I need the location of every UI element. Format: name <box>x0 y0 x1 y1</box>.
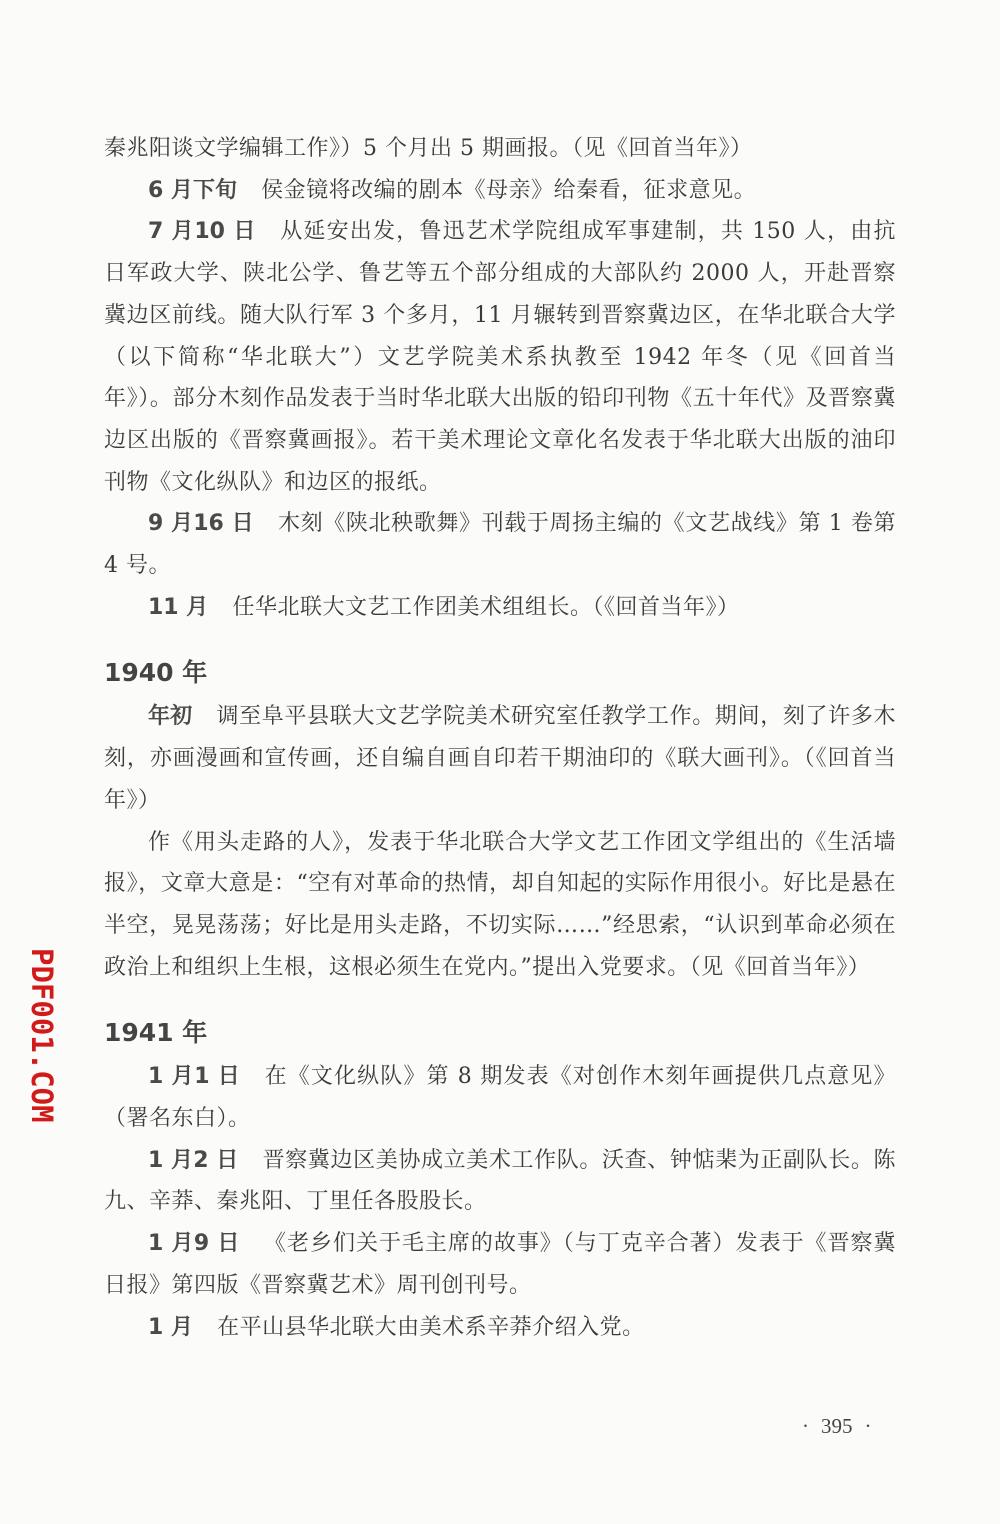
entry-text: 作《用头走路的人》，发表于华北联合大学文艺工作团文学组出的《生活墙报》，文章大意是：“空有对革命的热情，却自知起的实际作用很小。好比是悬在半空，晃晃荡荡；好比是用头走路，不切实际……”经思索，“认识到革命必须在政治上和组织上生根，这根必须生在党内。”提出入党要求。（见《回首当年》） <box>104 829 896 980</box>
entry-date: 6 月下旬 <box>148 177 237 203</box>
entry-text: 晋察冀边区美协成立美术工作队。沃查、钟惦棐为正副队长。陈九、辛莽、秦兆阳、丁里任各股股长。 <box>104 1147 896 1215</box>
entry-text: 侯金镜将改编的剧本《母亲》给秦看，征求意见。 <box>261 177 757 203</box>
entries-1941 <box>104 1056 896 1348</box>
entry-jan-9 <box>104 1223 896 1306</box>
entry-text: 在平山县华北联大由美术系辛莽介绍入党。 <box>217 1314 645 1340</box>
entry-date: 9 月16 日 <box>148 511 254 537</box>
entry-text: 木刻《陕北秧歌舞》刊载于周扬主编的《文艺战线》第 1 卷第 4 号。 <box>104 511 896 579</box>
entry-text: 调至阜平县联大文艺学院美术研究室任教学工作。期间，刻了许多木刻，亦画漫画和宣传画，还自编自画自印若干期油印的《联大画刊》。（《回首当年》） <box>104 704 896 813</box>
entry-date: 1 月 <box>148 1314 193 1340</box>
entry-text: 《老乡们关于毛主席的故事》（与丁克辛合著）发表于《晋察冀日报》第四版《晋察冀艺术》周刊创刊号。 <box>104 1231 896 1298</box>
entry-article <box>104 822 896 989</box>
watermark-logo <box>10 948 59 1148</box>
entry-early-year <box>104 696 896 821</box>
entry-text: 在《文化纵队》第 8 期发表《对创作木刻年画提供几点意见》（署名东白）。 <box>104 1064 896 1132</box>
entry-date: 1 月1 日 <box>148 1064 241 1090</box>
entry-date: 7 月10 日 <box>148 219 257 245</box>
entry-nov <box>104 587 896 629</box>
entry-jan <box>104 1307 896 1349</box>
entry-text: 从延安出发，鲁迅艺术学院组成军事建制，共 150 人，由抗日军政大学、陕北公学、鲁艺等五个部分组成的大部队约 2000 人，开赴晋察冀边区前线。随大队行军 3 个多月，11 月辗转到晋察冀边区，在华北联合大学（以下简称“华北联大”）文艺学院美术系执教至 1942 年冬（见《回首当年》）。部分木刻作品发表于当时华北联大出版的铅印刊物《五十年代》及晋察冀边区出版的《晋察冀画报》。若干美术理论文章化名发表于华北联大出版的油印刊物《文化纵队》和边区的报纸。 <box>104 219 896 495</box>
entry-june-late <box>104 170 896 212</box>
entry-jan-1 <box>104 1056 896 1139</box>
page-number-dot-right: · <box>864 1414 872 1438</box>
entry-july-10 <box>104 211 896 503</box>
svg-text:PDF001.COM: PDF001.COM <box>25 948 59 1123</box>
entry-date: 11 月 <box>148 594 209 620</box>
entry-date: 年初 <box>148 704 193 730</box>
entries-1939 <box>104 128 896 628</box>
entry-date: 1 月2 日 <box>148 1147 239 1173</box>
entry-date: 1 月9 日 <box>148 1231 240 1257</box>
document-page <box>104 128 896 1348</box>
page-number-dot-left: · <box>802 1414 809 1438</box>
entry-jan-2 <box>104 1140 896 1223</box>
entry-text: 任华北联大文艺工作团美术组组长。（《回首当年》） <box>232 594 740 620</box>
page-number <box>790 1414 884 1439</box>
page-number-value: 395 <box>821 1414 853 1438</box>
year-heading-1940: 1940 年 <box>104 658 208 688</box>
entries-1940 <box>104 696 896 988</box>
entry-sept-16 <box>104 503 896 586</box>
entry-continued: 秦兆阳谈文学编辑工作》）5 个月出 5 期画报。（见《回首当年》） <box>104 136 753 161</box>
year-heading-1941: 1941 年 <box>104 1018 208 1048</box>
